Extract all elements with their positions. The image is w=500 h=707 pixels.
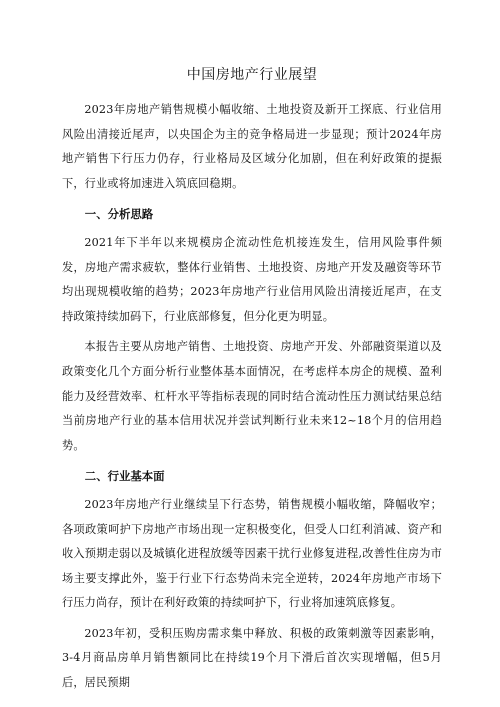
- fundamentals-paragraph-2: 2023年初，受积压购房需求集中释放、积极的政策刺激等因素影响，3-4月商品房单月销售额同比在持续19个月下滑后首次实现增幅，但5月后，居民预期: [62, 626, 442, 690]
- analysis-paragraph-2: 本报告主要从房地产销售、土地投资、房地产开发、外部融资渠道以及政策变化几个方面分析行业整体基本面情况，在考虑样本房企的规模、盈利能力及经营效率、杠杆水平等指标表现的同时结合流动性压力测试结果总结当前房地产行业的基本信用状况并尝试判断行业未来12~18个月的信用趋势。: [62, 340, 442, 452]
- section-heading-fundamentals: 二、行业基本面: [84, 469, 165, 484]
- section-heading-analysis: 一、分析思路: [84, 207, 154, 222]
- fundamentals-paragraph-1: 2023年房地产行业继续呈下行态势，销售规模小幅收缩，降幅收窄；各项政策呵护下房地产市场出现一定积极变化，但受人口红利消减、资产和收入预期走弱以及城镇化进程放缓等因素干扰行业修复进程,改善性住房为市场主要支撑此外，鉴于行业下行态势尚未完全逆转，2024年房地产市场下行压力尚存，预计在利好政策的持续呵护下，行业将加速筑底修复。: [62, 497, 442, 610]
- document-title: 中国房地产行业展望: [186, 67, 318, 83]
- intro-paragraph: 2023年房地产销售规模小幅收缩、土地投资及新开工探底、行业信用风险出清接近尾声，以央国企为主的竞争格局进一步显现；预计2024年房地产销售下行压力仍存，行业格局及区域分化加剧，但在利好政策的提振下，行业或将加速进入筑底回稳期。: [62, 103, 442, 190]
- analysis-paragraph-1: 2021年下半年以来规模房企流动性危机接连发生，信用风险事件频发，房地产需求疲软，整体行业销售、土地投资、房地产开发及融资等环节均出现规模收缩的趋势；2023年房地产行业信用风险出清接近尾声，在支持政策持续加码下，行业底部修复，但分化更为明显。: [62, 235, 442, 323]
